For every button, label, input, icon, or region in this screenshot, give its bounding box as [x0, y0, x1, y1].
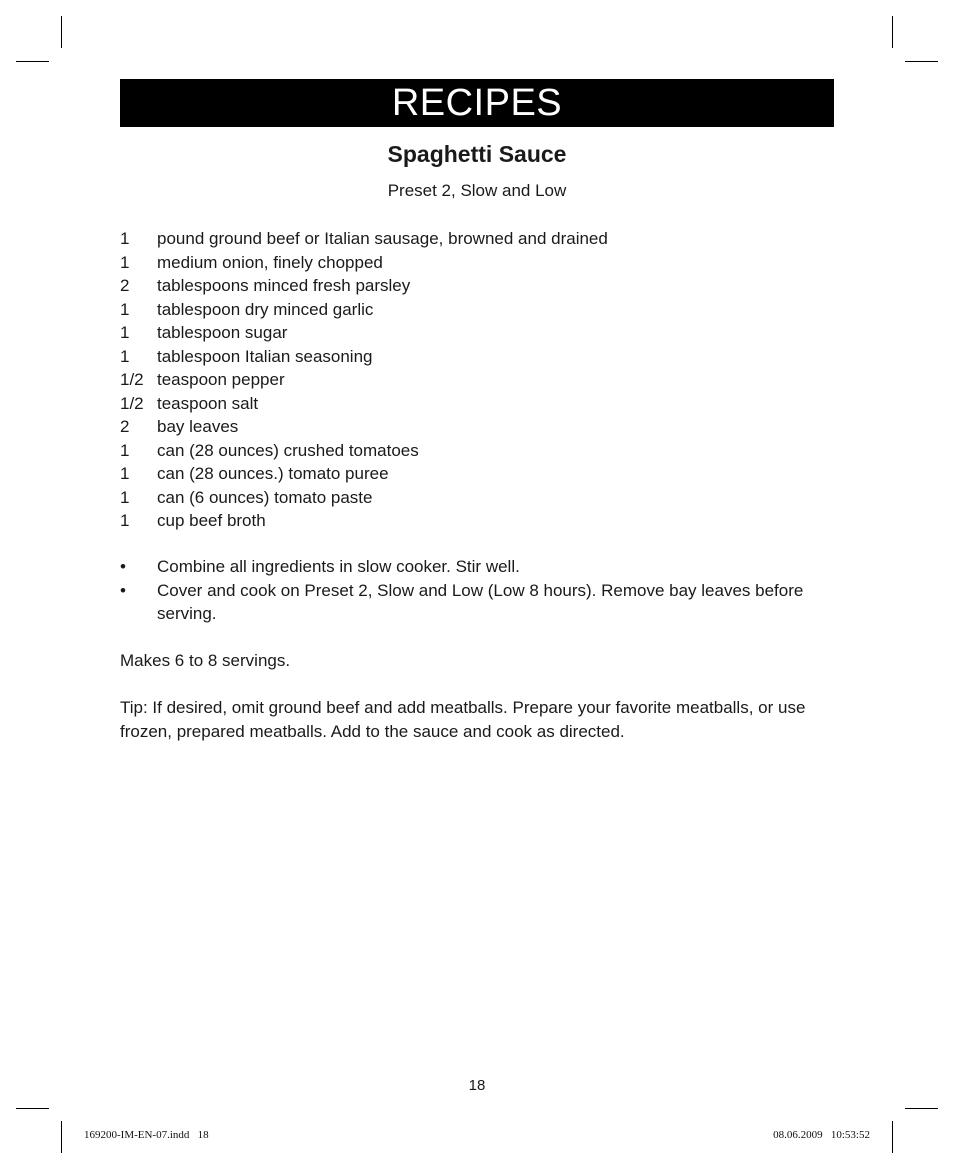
ingredient-item: can (6 ounces) tomato paste — [157, 487, 373, 507]
instruction-text: Cover and cook on Preset 2, Slow and Low (Low 8 hours). Remove bay leaves before serving. — [157, 580, 804, 623]
ingredient-row — [120, 274, 834, 298]
page-number: 18 — [468, 1077, 486, 1094]
ingredient-qty: 1 — [120, 299, 130, 319]
ingredient-row — [120, 392, 834, 416]
ingredient-item: bay leaves — [157, 417, 239, 436]
ingredient-item: teaspoon salt — [157, 393, 259, 413]
instruction-text: Combine all ingredients in slow cooker. Stir well. — [157, 557, 520, 576]
ingredient-item: tablespoons minced fresh parsley — [157, 276, 411, 295]
ingredient-qty: 1 — [120, 487, 130, 507]
crop-mark-top-left-horizontal — [16, 61, 49, 62]
ingredient-qty: 1/2 — [120, 393, 144, 413]
servings-note: Makes 6 to 8 servings. — [120, 651, 291, 670]
ingredient-item: tablespoon dry minced garlic — [157, 299, 374, 319]
crop-mark-bottom-left-horizontal — [16, 1108, 49, 1109]
ingredient-row — [120, 486, 834, 510]
ingredient-qty: 1 — [120, 323, 130, 342]
ingredient-qty: 1 — [120, 464, 130, 483]
ingredient-row — [120, 509, 834, 533]
ingredient-qty: 1 — [120, 229, 130, 248]
ingredient-qty: 1 — [120, 252, 130, 272]
ingredient-item: tablespoon Italian seasoning — [157, 346, 373, 366]
ingredient-qty: 1/2 — [120, 370, 144, 389]
ingredient-item: cup beef broth — [157, 511, 266, 530]
instruction-list — [120, 555, 834, 626]
ingredient-item: teaspoon pepper — [157, 370, 285, 389]
ingredient-row — [120, 462, 834, 486]
ingredient-qty: 1 — [120, 440, 130, 460]
ingredient-row — [120, 439, 834, 463]
ingredient-row — [120, 227, 834, 251]
instruction-step — [120, 555, 834, 579]
recipes-banner: RECIPES — [120, 79, 834, 127]
print-slug-filename: 169200-IM-EN-07.indd 18 — [84, 1129, 209, 1141]
bullet-icon: • — [120, 557, 126, 576]
crop-mark-bottom-left-vertical — [61, 1121, 62, 1153]
crop-mark-bottom-right-horizontal — [905, 1108, 938, 1109]
bullet-icon: • — [120, 580, 126, 600]
ingredient-item: medium onion, finely chopped — [157, 252, 383, 272]
crop-mark-top-right-vertical — [892, 16, 893, 48]
ingredient-row — [120, 368, 834, 392]
ingredient-qty: 2 — [120, 417, 130, 436]
tip-paragraph: Tip: If desired, omit ground beef and add meatballs. Prepare your favorite meatballs, or use frozen, prepared meatballs. Add to the sauce and cook as directed. — [120, 698, 806, 741]
crop-mark-top-left-vertical — [61, 16, 62, 48]
ingredient-qty: 1 — [120, 346, 130, 366]
ingredient-row — [120, 415, 834, 439]
recipe-subtitle: Preset 2, Slow and Low — [387, 181, 567, 200]
ingredient-item: can (28 ounces.) tomato puree — [157, 464, 389, 483]
ingredient-item: pound ground beef or Italian sausage, browned and drained — [157, 229, 608, 248]
instruction-step — [120, 579, 834, 626]
ingredient-row — [120, 345, 834, 369]
crop-mark-bottom-right-vertical — [892, 1121, 893, 1153]
print-slug-timestamp: 08.06.2009 10:53:52 — [773, 1129, 870, 1141]
ingredient-item: tablespoon sugar — [157, 323, 288, 342]
ingredient-row — [120, 321, 834, 345]
ingredient-list — [120, 227, 834, 533]
crop-mark-top-right-horizontal — [905, 61, 938, 62]
ingredient-row — [120, 251, 834, 275]
ingredient-row — [120, 298, 834, 322]
ingredient-item: can (28 ounces) crushed tomatoes — [157, 440, 419, 460]
ingredient-qty: 1 — [120, 511, 130, 530]
ingredient-qty: 2 — [120, 276, 130, 295]
recipe-title: Spaghetti Sauce — [387, 141, 567, 167]
